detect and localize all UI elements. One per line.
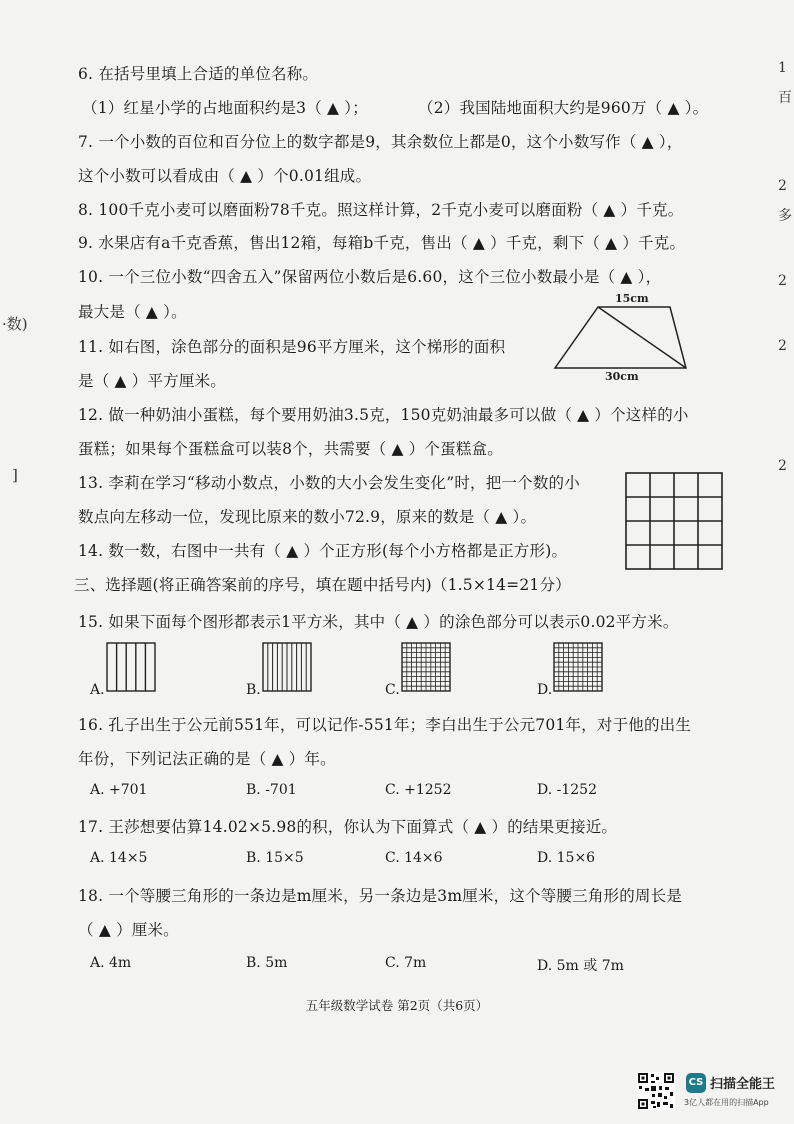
option-a-figure — [106, 642, 156, 692]
question-13-line-2: 数点向左移动一位，发现比原来的数小72.9，原来的数是（ ▲ ）。 — [78, 508, 537, 526]
page-footer: 五年级数学试卷 第2页（共6页） — [305, 998, 489, 1013]
option-d-figure — [553, 642, 603, 692]
left-margin-text: ·数) — [2, 315, 28, 333]
question-17: 17. 王莎想要估算14.02×5.98的积，你认为下面算式（ ▲ ）的结果更接近。 — [78, 818, 618, 836]
svg-text:2: 2 — [778, 338, 787, 354]
question-7-line-2: 这个小数可以看成由（ ▲ ）个0.01组成。 — [78, 167, 372, 185]
section-3-heading: 三、选择题(将正确答案前的序号，填在题中括号内)（1.5×14=21分） — [74, 576, 571, 594]
q18-option-c: C. 7m — [385, 955, 427, 971]
right-margin-marks — [774, 50, 794, 950]
q17-option-d: D. 15×6 — [537, 850, 596, 866]
option-b-label: B. — [246, 682, 261, 698]
q17-option-b: B. 15×5 — [246, 850, 304, 866]
svg-text:2: 2 — [778, 273, 787, 289]
option-b-figure — [262, 642, 312, 692]
question-10-line-1: 10. 一个三位小数“四舍五入”保留两位小数后是6.60，这个三位小数最小是（ ▲ ）， — [78, 268, 662, 286]
square-grid-figure — [625, 472, 723, 570]
trapezoid-figure — [553, 288, 703, 380]
q16-option-d: D. -1252 — [537, 782, 597, 798]
left-margin-bracket: ] — [12, 466, 18, 484]
qr-code-icon — [637, 1072, 675, 1110]
option-a-label: A. — [90, 682, 105, 698]
q18-option-a: A. 4m — [90, 955, 132, 971]
scanner-logo-icon: CS — [686, 1073, 706, 1093]
option-c-figure — [401, 642, 451, 692]
svg-text:2: 2 — [778, 178, 787, 194]
question-11-line-1: 11. 如右图，涂色部分的面积是96平方厘米，这个梯形的面积 — [78, 338, 506, 356]
question-7-line-1: 7. 一个小数的百位和百分位上的数字都是9，其余数位上都是0，这个小数写作（ ▲ ）， — [78, 133, 683, 151]
question-10-line-2: 最大是（ ▲ ）。 — [78, 303, 187, 321]
q16-option-b: B. -701 — [246, 782, 297, 798]
q18-option-d: D. 5m 或 7m — [537, 958, 624, 974]
q18-option-b: B. 5m — [246, 955, 288, 971]
option-d-label: D. — [537, 682, 553, 698]
q17-option-a: A. 14×5 — [90, 850, 148, 866]
svg-text:多: 多 — [778, 208, 792, 224]
q16-option-c: C. +1252 — [385, 782, 452, 798]
question-11-line-2: 是（ ▲ ）平方厘米。 — [78, 372, 226, 390]
question-14: 14. 数一数，右图中一共有（ ▲ ）个正方形(每个小方格都是正方形)。 — [78, 542, 568, 560]
question-13-line-1: 13. 李莉在学习“移动小数点，小数的大小会发生变化”时，把一个数的小 — [78, 474, 580, 492]
svg-text:百: 百 — [778, 90, 792, 106]
q16-option-a: A. +701 — [90, 782, 148, 798]
question-9: 9. 水果店有a千克香蕉，售出12箱，每箱b千克，售出（ ▲ ）千克，剩下（ ▲ ）千克。 — [78, 234, 686, 252]
question-18-line-2: （ ▲ ）厘米。 — [78, 921, 179, 939]
option-c-label: C. — [385, 682, 400, 698]
question-15: 15. 如果下面每个图形都表示1平方米，其中（ ▲ ）的涂色部分可以表示0.02平方米。 — [78, 613, 679, 631]
question-8: 8. 100千克小麦可以磨面粉78千克。照这样计算，2千克小麦可以磨面粉（ ▲ ）千克。 — [78, 201, 684, 219]
svg-text:1: 1 — [778, 60, 787, 76]
trapezoid-top-label: 15cm — [615, 292, 649, 305]
q17-option-c: C. 14×6 — [385, 850, 443, 866]
trapezoid-outline — [555, 307, 686, 368]
question-12-line-2: 蛋糕；如果每个蛋糕盒可以装8个，共需要（ ▲ ）个蛋糕盒。 — [78, 440, 503, 458]
question-6-part-1: （1）红星小学的占地面积约是3（ ▲ ）； — [82, 99, 368, 117]
question-6: 6. 在括号里填上合适的单位名称。 — [78, 65, 319, 83]
question-16-line-1: 16. 孔子出生于公元前551年，可以记作-551年；李白出生于公元701年，对于他的出生 — [78, 716, 692, 734]
scanner-tagline: 3亿人都在用的扫描App — [684, 1098, 769, 1107]
scanner-brand: 扫描全能王 — [710, 1077, 776, 1092]
question-12-line-1: 12. 做一种奶油小蛋糕，每个要用奶油3.5克，150克奶油最多可以做（ ▲ ）个这样的小 — [78, 406, 689, 424]
question-16-line-2: 年份，下列记法正确的是（ ▲ ）年。 — [78, 750, 336, 768]
svg-text:2: 2 — [778, 458, 787, 474]
trapezoid-bottom-label: 30cm — [605, 370, 639, 380]
question-18-line-1: 18. 一个等腰三角形的一条边是m厘米，另一条边是3m厘米，这个等腰三角形的周长是 — [78, 887, 683, 905]
question-6-part-2: （2）我国陆地面积大约是960万（ ▲ ）。 — [418, 99, 709, 117]
